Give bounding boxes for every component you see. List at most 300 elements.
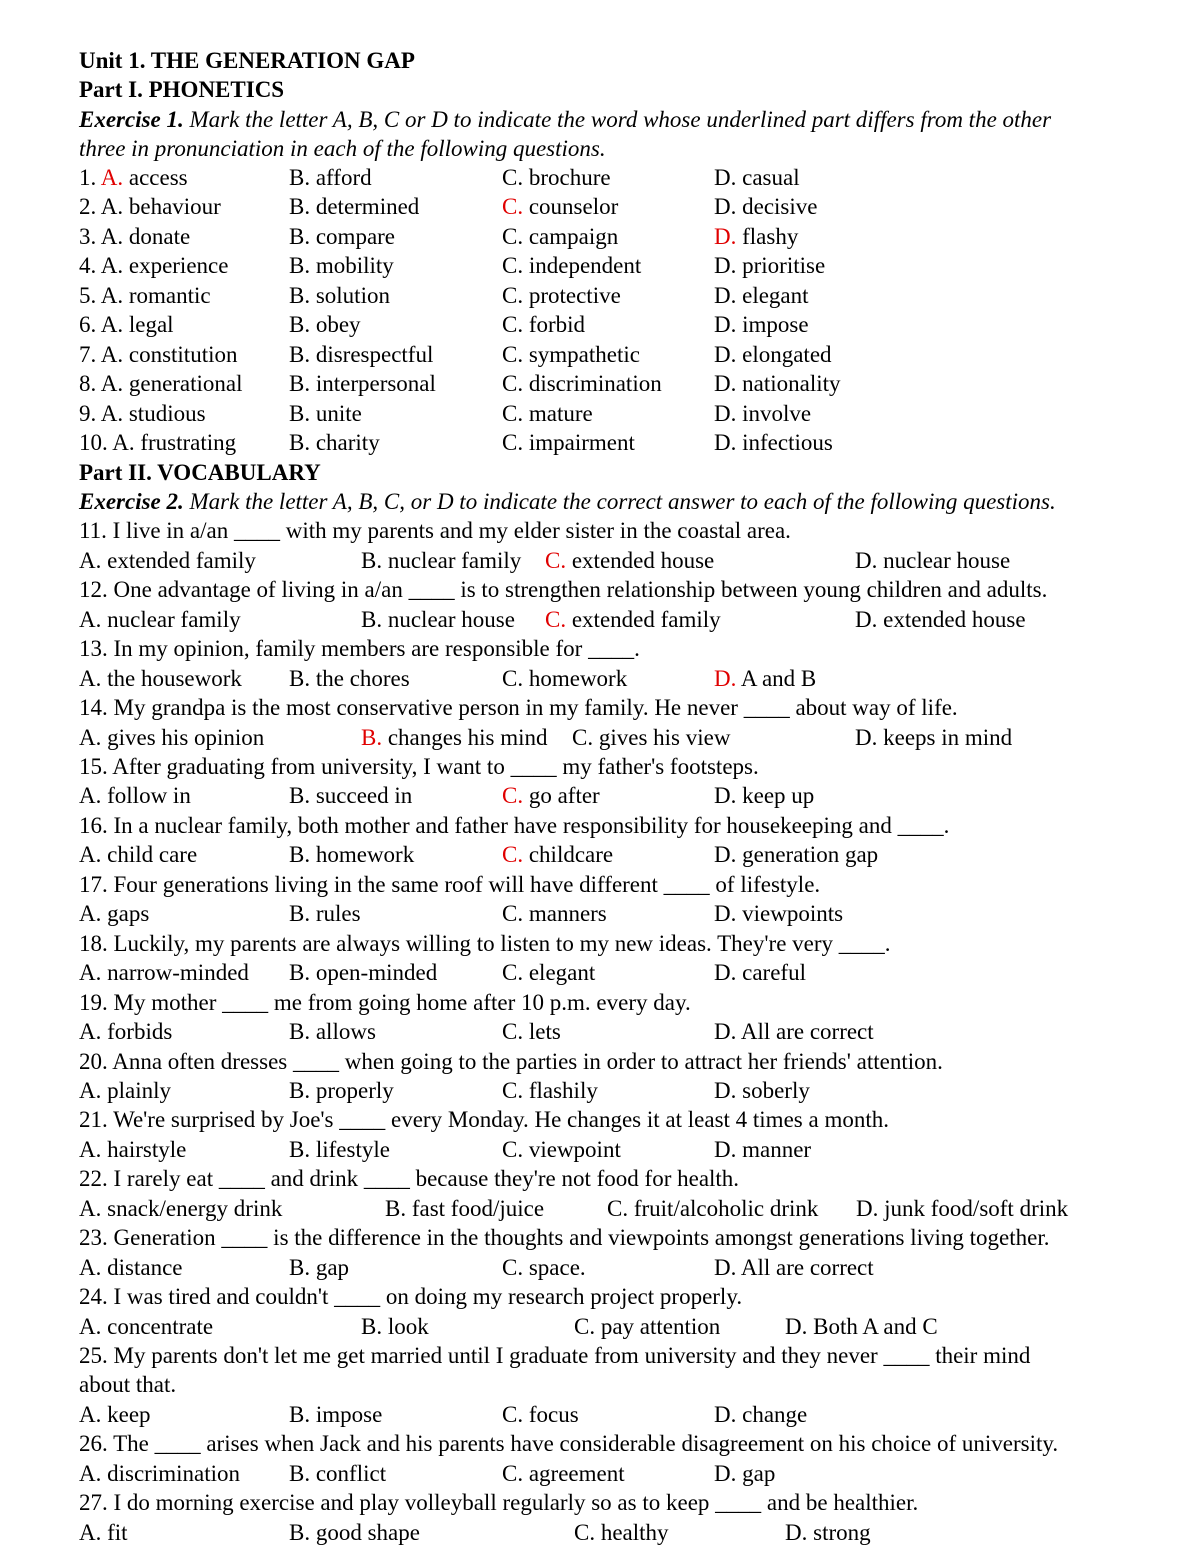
option-letter: A. <box>100 165 124 190</box>
option-c <box>502 192 618 221</box>
answer-row <box>0 664 1200 693</box>
option-d <box>714 958 806 987</box>
option-text: changes his mind <box>387 724 548 750</box>
option-letter: A. <box>79 1313 102 1339</box>
exercise1-instruction <box>0 105 1200 134</box>
option-c <box>502 781 600 810</box>
option-text: mature <box>528 400 593 426</box>
option-b <box>289 251 394 280</box>
answer-row <box>0 899 1200 928</box>
part1-title: Part I. PHONETICS <box>79 77 285 102</box>
option-b <box>289 192 419 221</box>
option-b <box>289 1518 420 1547</box>
option-letter: D. <box>714 165 737 190</box>
option-c <box>574 1518 669 1547</box>
option-text: focus <box>528 1401 579 1427</box>
option-b <box>289 958 437 987</box>
question-text: 19. My mother ____ me from going home after 10 p.m. every day. <box>79 989 691 1015</box>
option-text: junk food/soft drink <box>884 1195 1069 1221</box>
option-c <box>502 958 595 987</box>
option-letter: C. <box>502 371 524 397</box>
question-stem <box>0 1105 1200 1134</box>
option-letter: D. <box>714 400 737 426</box>
option-c <box>574 1312 720 1341</box>
option-text: impose <box>742 312 809 338</box>
option-text: infectious <box>742 430 833 456</box>
option-text: good shape <box>315 1519 420 1545</box>
option-letter: B. <box>361 547 383 573</box>
question-text: 23. Generation ____ is the difference in the thoughts and viewpoints amongst generations living together. <box>79 1225 1050 1251</box>
option-letter: B. <box>289 665 311 691</box>
unit-title: Unit 1. THE GENERATION GAP <box>79 48 415 73</box>
option-text: behaviour <box>128 194 221 220</box>
option-text: homework <box>315 842 415 868</box>
option-text: protective <box>528 282 621 308</box>
option-a <box>79 1076 171 1105</box>
option-letter: D. <box>855 547 878 573</box>
option-c <box>607 1194 818 1223</box>
option-letter: A. <box>100 223 124 249</box>
option-text: open-minded <box>315 960 438 986</box>
option-b <box>289 1400 382 1429</box>
answer-row <box>0 1400 1200 1429</box>
option-letter: D. <box>714 783 737 809</box>
question-row <box>0 369 1200 398</box>
question-stem-cont <box>0 1370 1200 1399</box>
answer-row <box>0 1017 1200 1046</box>
option-a <box>79 281 211 310</box>
question-stem <box>0 988 1200 1017</box>
option-d <box>856 1194 1068 1223</box>
option-d <box>714 664 816 693</box>
option-d <box>855 605 1026 634</box>
option-letter: B. <box>289 1019 311 1045</box>
option-text: pay attention <box>600 1313 721 1339</box>
question-number: 8. <box>79 371 97 397</box>
option-a <box>79 546 256 575</box>
option-letter: A. <box>79 842 102 868</box>
option-b <box>289 1135 390 1164</box>
option-text: lifestyle <box>315 1136 390 1162</box>
question-number: 1. <box>79 165 97 190</box>
option-text: follow in <box>107 783 191 809</box>
option-letter: A. <box>112 430 135 456</box>
option-a <box>79 163 188 192</box>
option-letter: C. <box>502 1077 524 1103</box>
option-text: extended house <box>883 606 1026 632</box>
option-b <box>289 1017 376 1046</box>
option-c <box>502 399 593 428</box>
option-letter: C. <box>502 1019 524 1045</box>
option-c <box>502 1253 586 1282</box>
option-c <box>502 222 618 251</box>
question-text: 21. We're surprised by Joe's ____ every Monday. He changes it at least 4 times a month. <box>79 1107 889 1133</box>
option-a <box>79 399 206 428</box>
option-letter: C. <box>502 901 524 927</box>
option-d <box>714 840 878 869</box>
answer-row <box>0 781 1200 810</box>
option-d <box>714 192 817 221</box>
answer-row <box>0 1518 1200 1547</box>
question-stem <box>0 752 1200 781</box>
option-text: lets <box>528 1019 561 1045</box>
option-text: gives his opinion <box>107 724 265 750</box>
option-letter: A. <box>79 1401 102 1427</box>
option-c <box>502 1017 561 1046</box>
question-text: 14. My grandpa is the most conservative person in my family. He never ____ about way of life. <box>79 695 958 721</box>
option-letter: A. <box>100 312 124 338</box>
question-stem <box>0 870 1200 899</box>
option-letter: A. <box>79 1254 102 1280</box>
option-letter: C. <box>502 312 524 338</box>
question-text-cont: about that. <box>79 1372 177 1398</box>
option-letter: C. <box>502 1401 524 1427</box>
option-b <box>289 1076 394 1105</box>
option-c <box>502 310 585 339</box>
option-letter: B. <box>289 253 311 279</box>
option-text: disrespectful <box>315 341 434 367</box>
option-text: All are correct <box>740 1019 874 1045</box>
option-letter: D. <box>855 606 878 632</box>
option-text: generational <box>128 371 243 397</box>
option-letter: B. <box>385 1195 407 1221</box>
option-letter: A. <box>100 282 124 308</box>
option-b <box>289 1459 386 1488</box>
option-letter: B. <box>289 1077 311 1103</box>
option-c <box>572 723 730 752</box>
option-d <box>714 369 841 398</box>
option-text: plainly <box>107 1077 172 1103</box>
question-number: 4. <box>79 253 97 279</box>
option-text: properly <box>315 1077 394 1103</box>
question-number: 5. <box>79 282 97 308</box>
answer-row <box>0 1194 1200 1223</box>
question-stem <box>0 516 1200 545</box>
question-row <box>0 163 1200 192</box>
option-text: conflict <box>315 1460 387 1486</box>
option-letter: D. <box>855 724 878 750</box>
option-a <box>79 840 197 869</box>
option-letter: D. <box>714 1254 737 1280</box>
option-text: allows <box>315 1019 376 1045</box>
option-letter: D. <box>714 960 737 986</box>
option-letter: A. <box>79 1077 102 1103</box>
option-text: generation gap <box>742 842 879 868</box>
option-a <box>79 340 237 369</box>
option-text: change <box>742 1401 808 1427</box>
option-a <box>79 222 190 251</box>
question-stem <box>0 1488 1200 1517</box>
option-letter: D. <box>714 1401 737 1427</box>
option-text: extended family <box>107 547 256 573</box>
option-a <box>79 369 243 398</box>
option-letter: B. <box>289 960 311 986</box>
option-letter: D. <box>714 665 737 691</box>
option-text: homework <box>528 665 628 691</box>
question-stem <box>0 1047 1200 1076</box>
option-c <box>502 899 607 928</box>
answer-row <box>0 1312 1200 1341</box>
question-text: 11. I live in a/an ____ with my parents and my elder sister in the coastal area. <box>79 518 791 544</box>
option-b <box>361 546 521 575</box>
option-letter: C. <box>572 724 594 750</box>
option-a <box>79 251 228 280</box>
option-letter: B. <box>289 1136 311 1162</box>
option-b <box>289 840 414 869</box>
option-text: determined <box>315 194 420 220</box>
option-text: decisive <box>742 194 818 220</box>
option-text: involve <box>742 400 812 426</box>
option-text: flashy <box>742 223 799 249</box>
option-d <box>714 1400 807 1429</box>
option-b <box>289 163 372 192</box>
option-a <box>79 1194 282 1223</box>
option-letter: A. <box>100 194 124 220</box>
option-letter: B. <box>361 1313 383 1339</box>
option-text: prioritise <box>742 253 826 279</box>
option-d <box>785 1518 871 1547</box>
question-row <box>0 310 1200 339</box>
option-a <box>79 723 264 752</box>
question-text: 27. I do morning exercise and play volleyball regularly so as to keep ____ and be healthier. <box>79 1490 919 1516</box>
option-letter: A. <box>100 341 124 367</box>
part2-title: Part II. VOCABULARY <box>79 459 321 485</box>
option-letter: D. <box>714 194 737 220</box>
option-text: distance <box>107 1254 183 1280</box>
option-a <box>79 1253 182 1282</box>
option-b <box>289 340 433 369</box>
question-text: 15. After graduating from university, I want to ____ my father's footsteps. <box>79 754 759 779</box>
option-text: fit <box>107 1519 128 1545</box>
option-text: the chores <box>315 665 410 691</box>
option-letter: B. <box>361 724 383 750</box>
option-c <box>502 1400 579 1429</box>
question-stem <box>0 811 1200 840</box>
answer-row <box>0 958 1200 987</box>
option-d <box>714 1017 874 1046</box>
option-letter: A. <box>100 253 124 279</box>
option-letter: B. <box>289 842 311 868</box>
option-c <box>502 340 640 369</box>
option-text: afford <box>315 165 372 190</box>
option-text: mobility <box>315 253 394 279</box>
option-text: keeps in mind <box>883 724 1013 750</box>
option-a <box>79 899 149 928</box>
option-letter: C. <box>502 194 524 220</box>
option-letter: B. <box>289 371 311 397</box>
option-b <box>289 310 361 339</box>
question-number: 10. <box>79 430 108 456</box>
question-text: 13. In my opinion, family members are responsible for ____. <box>79 636 640 662</box>
option-text: rules <box>315 901 361 927</box>
option-a <box>79 310 174 339</box>
exercise2-text: Mark the letter A, B, C, or D to indicate the correct answer to each of the following questions. <box>189 488 1056 514</box>
option-text: obey <box>315 312 361 338</box>
option-c <box>545 546 714 575</box>
option-letter: C. <box>545 606 567 632</box>
option-a <box>79 1518 128 1547</box>
question-number: 6. <box>79 312 97 338</box>
option-text: nuclear house <box>883 547 1011 573</box>
answer-row <box>0 1253 1200 1282</box>
option-text: nuclear family <box>387 547 522 573</box>
question-row <box>0 192 1200 221</box>
option-d <box>714 781 814 810</box>
option-b <box>361 605 515 634</box>
option-text: look <box>387 1313 429 1339</box>
option-letter: C. <box>502 282 524 308</box>
option-text: succeed in <box>315 783 413 809</box>
option-letter: D. <box>714 312 737 338</box>
option-text: casual <box>742 165 800 190</box>
option-letter: B. <box>289 1460 311 1486</box>
option-text: hairstyle <box>107 1136 187 1162</box>
option-letter: D. <box>785 1519 808 1545</box>
option-c <box>502 428 635 457</box>
question-text: 12. One advantage of living in a/an ____ is to strengthen relationship between young children and adults. <box>79 577 1048 603</box>
option-letter: C. <box>502 165 524 190</box>
option-text: soberly <box>742 1077 810 1103</box>
option-letter: C. <box>574 1313 596 1339</box>
option-letter: C. <box>502 430 524 456</box>
option-letter: C. <box>502 223 524 249</box>
option-letter: C. <box>502 665 524 691</box>
option-text: campaign <box>528 223 619 249</box>
option-text: snack/energy drink <box>107 1195 283 1221</box>
option-letter: C. <box>574 1519 596 1545</box>
option-text: solution <box>315 282 390 308</box>
question-row <box>0 340 1200 369</box>
option-letter: A. <box>79 547 102 573</box>
option-text: brochure <box>528 165 611 190</box>
option-letter: D. <box>714 1019 737 1045</box>
option-text: nuclear family <box>107 606 241 632</box>
option-letter: A. <box>79 724 102 750</box>
option-b <box>289 281 390 310</box>
option-letter: D. <box>714 430 737 456</box>
question-text: 18. Luckily, my parents are always willing to listen to my new ideas. They're very ____. <box>79 930 891 956</box>
option-text: fast food/juice <box>411 1195 545 1221</box>
option-text: legal <box>128 312 174 338</box>
option-letter: A. <box>79 960 102 986</box>
option-letter: A. <box>79 1460 102 1486</box>
option-c <box>502 1459 625 1488</box>
option-text: nuclear house <box>387 606 515 632</box>
option-letter: C. <box>502 1136 524 1162</box>
option-text: fruit/alcoholic drink <box>633 1195 819 1221</box>
question-stem <box>0 1341 1200 1370</box>
option-letter: A. <box>100 400 124 426</box>
question-number: 2. <box>79 194 97 220</box>
option-d <box>714 222 798 251</box>
option-letter: D. <box>714 253 737 279</box>
option-c <box>502 840 613 869</box>
option-text: donate <box>128 223 191 249</box>
option-d <box>714 1076 810 1105</box>
question-number: 3. <box>79 223 97 249</box>
option-letter: D. <box>714 1460 737 1486</box>
option-text: space. <box>528 1254 586 1280</box>
question-stem <box>0 634 1200 663</box>
option-text: forbid <box>528 312 586 338</box>
option-letter: A. <box>79 783 102 809</box>
exercise2-instruction <box>0 487 1200 516</box>
option-text: viewpoints <box>742 901 844 927</box>
option-c <box>545 605 721 634</box>
option-letter: A. <box>79 1519 102 1545</box>
option-text: keep up <box>742 783 815 809</box>
option-letter: D. <box>714 371 737 397</box>
option-d <box>714 1135 811 1164</box>
option-text: All are correct <box>740 1254 874 1280</box>
option-letter: C. <box>502 1460 524 1486</box>
option-a <box>79 664 242 693</box>
question-stem <box>0 693 1200 722</box>
option-c <box>502 281 621 310</box>
option-text: nationality <box>742 371 841 397</box>
option-b <box>289 428 380 457</box>
option-text: sympathetic <box>528 341 640 367</box>
option-text: agreement <box>528 1460 625 1486</box>
option-b <box>289 781 412 810</box>
option-letter: C. <box>502 960 524 986</box>
question-text: 17. Four generations living in the same roof will have different ____ of lifestyle. <box>79 871 821 897</box>
option-text: discrimination <box>528 371 662 397</box>
option-text: independent <box>528 253 642 279</box>
answer-row <box>0 546 1200 575</box>
option-text: frustrating <box>140 430 237 456</box>
option-d <box>785 1312 938 1341</box>
option-letter: A. <box>79 1195 102 1221</box>
option-b <box>289 1253 349 1282</box>
option-letter: B. <box>289 1519 311 1545</box>
option-text: childcare <box>528 842 614 868</box>
exercise1-label: Exercise 1. <box>79 107 184 132</box>
option-c <box>502 369 662 398</box>
option-d <box>714 899 843 928</box>
option-text: healthy <box>600 1519 669 1545</box>
option-d <box>714 1459 775 1488</box>
option-letter: B. <box>361 606 383 632</box>
option-a <box>79 1400 151 1429</box>
option-d <box>714 281 809 310</box>
answer-row <box>0 1076 1200 1105</box>
option-letter: A. <box>100 371 124 397</box>
option-text: unite <box>315 400 362 426</box>
question-stem <box>0 575 1200 604</box>
option-text: go after <box>528 783 600 809</box>
question-text: 24. I was tired and couldn't ____ on doing my research project properly. <box>79 1284 743 1310</box>
option-letter: B. <box>289 223 311 249</box>
question-text: 26. The ____ arises when Jack and his parents have considerable disagreement on his choice of university. <box>79 1431 1059 1457</box>
option-text: elongated <box>742 341 832 367</box>
option-letter: B. <box>289 783 311 809</box>
question-text: 16. In a nuclear family, both mother and father have responsibility for housekeeping and ____. <box>79 812 950 838</box>
option-letter: C. <box>502 783 524 809</box>
option-d <box>714 1253 874 1282</box>
option-letter: D. <box>714 282 737 308</box>
question-number: 7. <box>79 341 97 367</box>
option-a <box>79 781 191 810</box>
answer-row <box>0 605 1200 634</box>
option-d <box>855 546 1010 575</box>
option-d <box>714 340 832 369</box>
option-text: narrow-minded <box>107 960 249 986</box>
option-letter: B. <box>289 1401 311 1427</box>
option-d <box>714 163 800 192</box>
option-text: access <box>128 165 188 190</box>
option-text: interpersonal <box>315 371 436 397</box>
